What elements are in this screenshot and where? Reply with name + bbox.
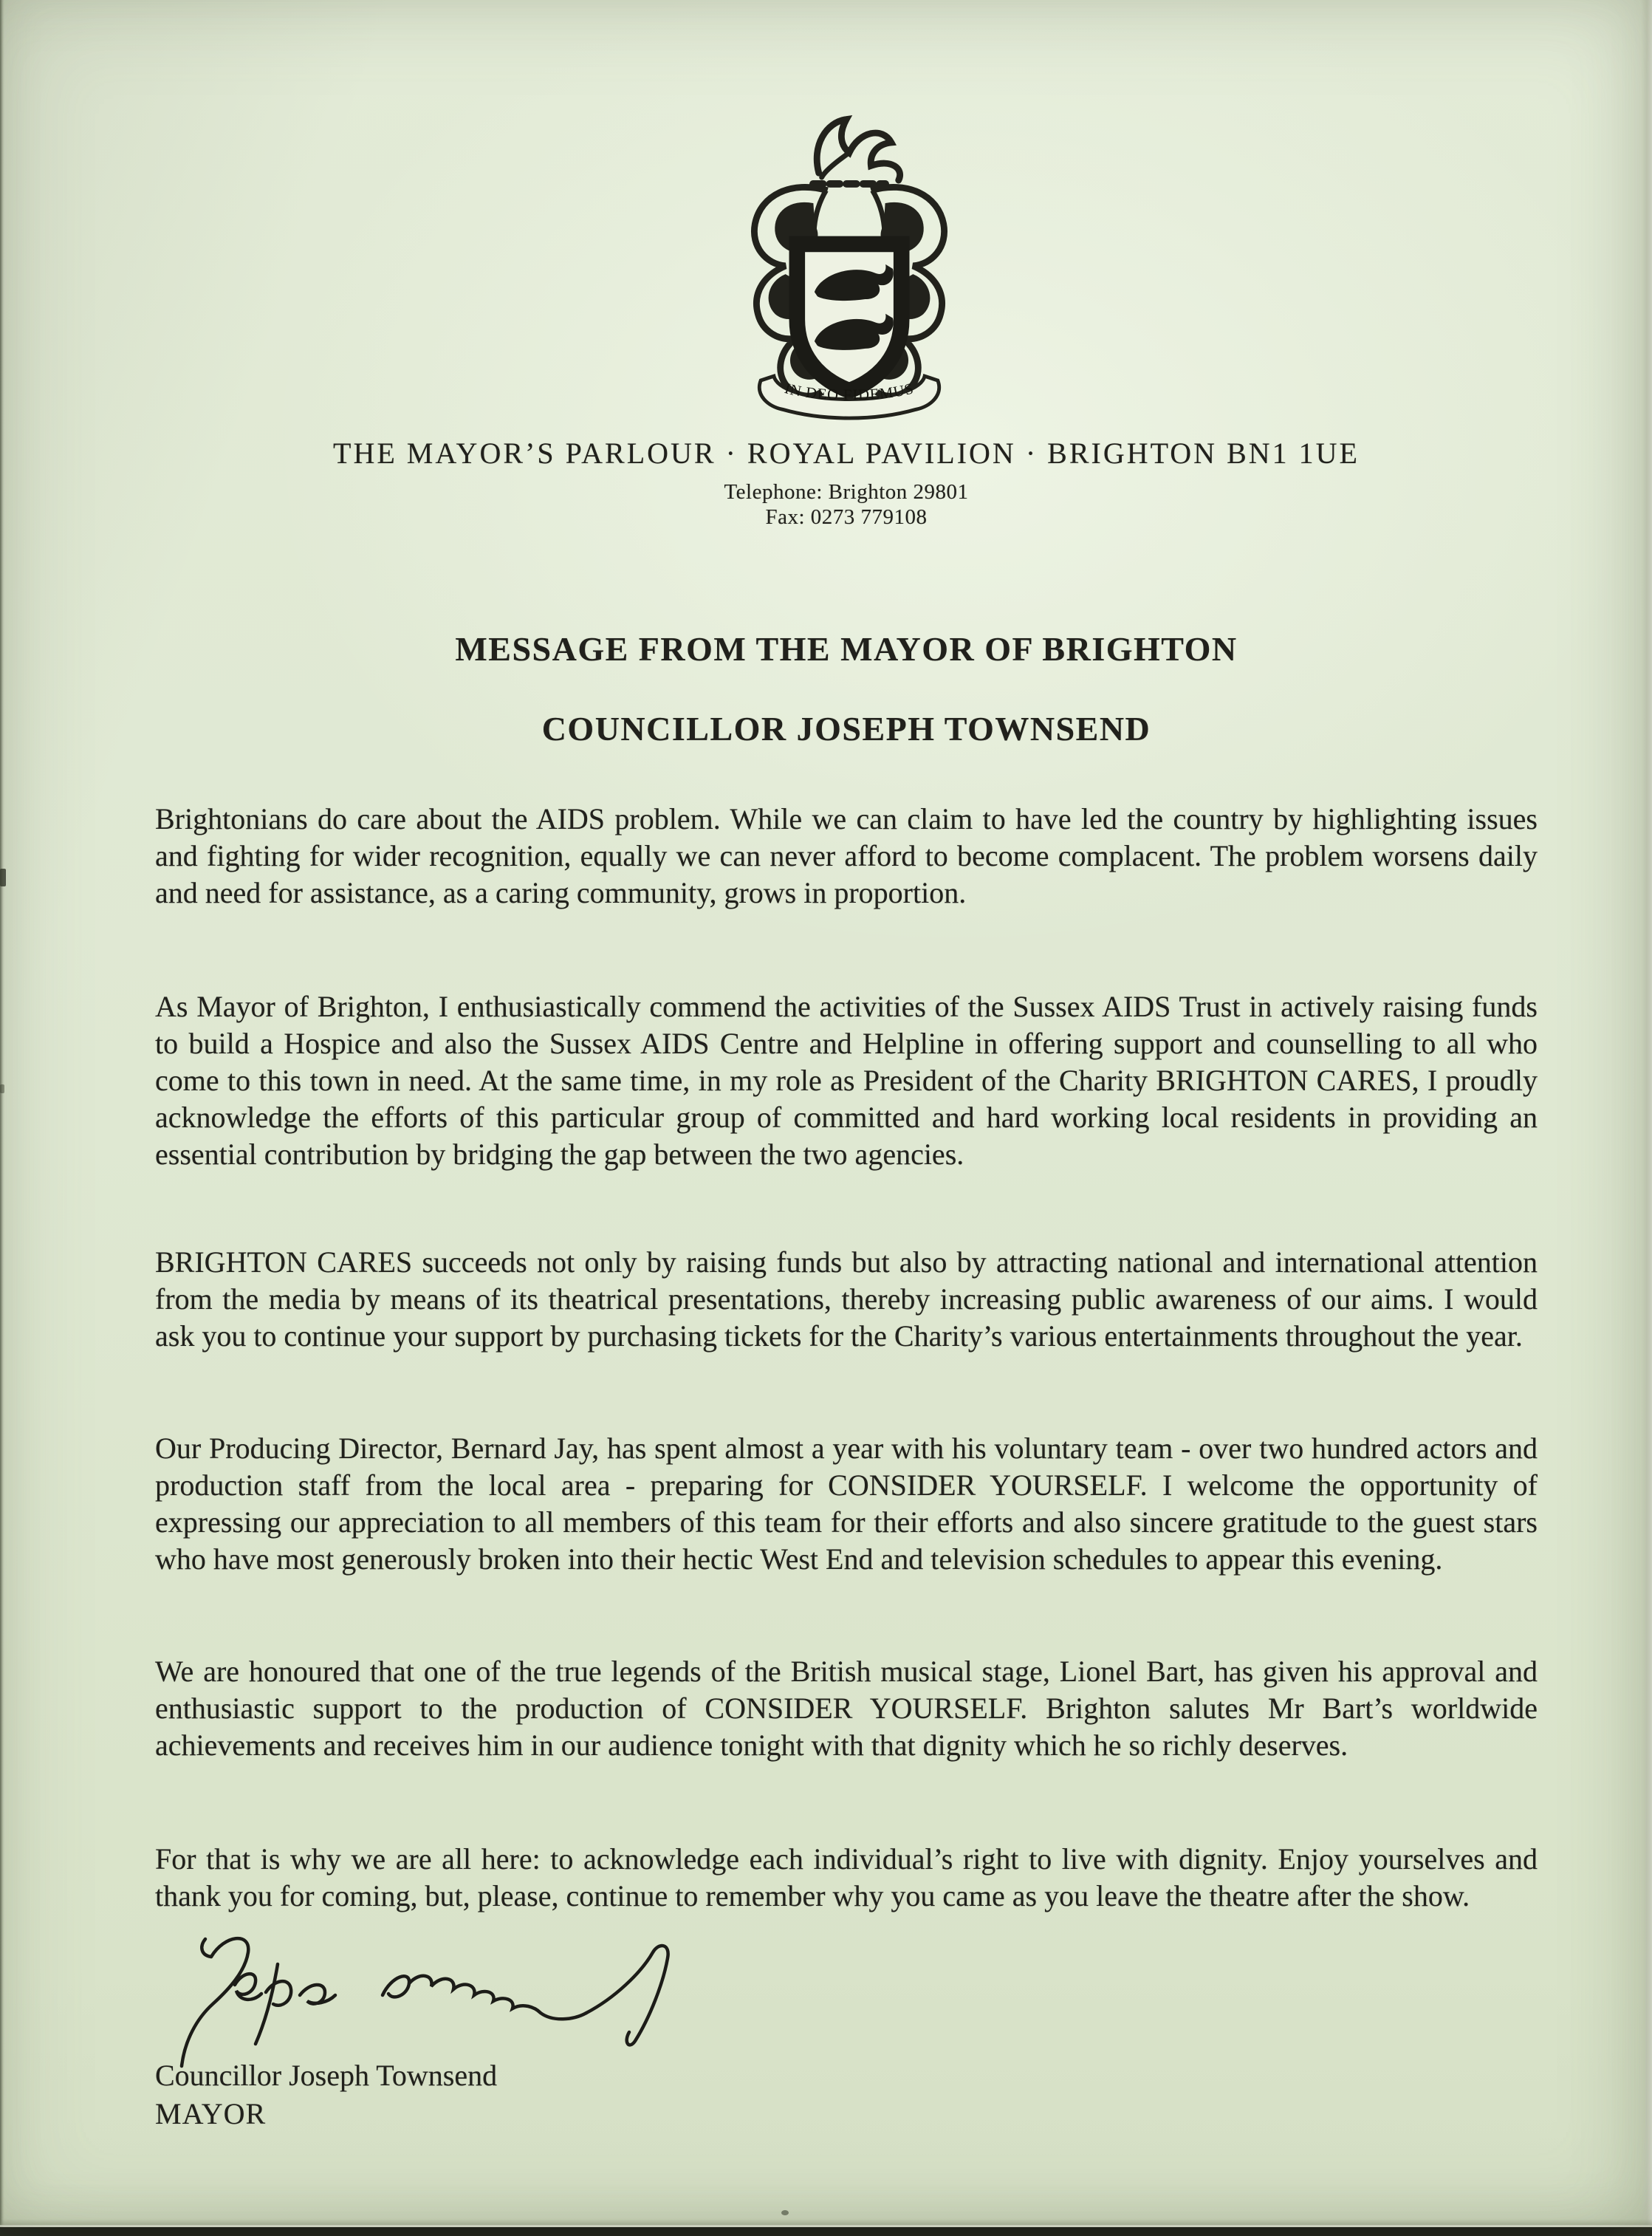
page-subtitle: COUNCILLOR JOSEPH TOWNSEND	[541, 710, 1151, 748]
scan-mark-left	[0, 869, 6, 886]
signature-handwriting	[148, 1924, 724, 2079]
body-paragraph-1: Brightonians do care about the AIDS problem. While we can claim to have led the country by highlighting issues and fighting for wider recognition, equally we can never afford to become complacent. The problem worsens daily and need for assistance, as a caring community, grows in proportion.	[155, 802, 1538, 909]
body-paragraph-2: As Mayor of Brighton, I enthusiastically commend the activities of the Sussex AIDS Trust in actively raising funds to build a Hospice and also the Sussex AIDS Centre and Helpline in offering support and counselling to all who come to this town in need. At the same time, in my role as President of the Charity BRIGHTON CARES, I proudly acknowledge the efforts of this particular group of committed and hard working local residents in providing an essential contribution by bridging the gap between the two agencies.	[155, 990, 1538, 1171]
scan-speck	[781, 2210, 789, 2215]
scan-edge-left	[0, 0, 4, 2236]
body-paragraph-6: For that is why we are all here: to acknowledge each individual’s right to live with dignity. Enjoy yourselves and thank you for coming, but, please, continue to remember why you came as you leave the theatre after the show.	[155, 1842, 1538, 1912]
page-title: MESSAGE FROM THE MAYOR OF BRIGHTON	[455, 630, 1238, 668]
coat-of-arms-icon	[702, 102, 997, 421]
scan-mark-left-2	[0, 1084, 4, 1093]
crest-top-dolphin	[813, 120, 900, 184]
body-paragraph-3: BRIGHTON CARES succeeds not only by raising funds but also by attracting national and international attention from the media by means of its theatrical presentations, thereby increasing public awareness of our aims. I would ask you to continue your support by purchasing tickets for the Charity’s various entertainments throughout the year.	[155, 1245, 1538, 1353]
letterhead-address: THE MAYOR’S PARLOUR · ROYAL PAVILION · BRIGHTON BN1 1UE	[333, 437, 1360, 470]
closing-title: MAYOR	[155, 2097, 267, 2130]
scan-edge-bottom	[0, 2227, 1652, 2236]
body-paragraph-5: We are honoured that one of the true legends of the British musical stage, Lionel Bart, has given his approval and enthusiastic support to the production of CONSIDER YOURSELF. Brighton salutes Mr Bart’s worldwide achievements and receives him in our audience tonight with that dignity which he so richly deserves.	[155, 1655, 1538, 1762]
letterhead-fax: Fax: 0273 779108	[765, 505, 928, 529]
body-paragraph-4: Our Producing Director, Bernard Jay, has spent almost a year with his voluntary team - over two hundred actors and production staff from the local area - preparing for CONSIDER YOURSELF. I welcome the opportunity of expressing our appreciation to all members of this team for their efforts and also sincere gratitude to the guest stars who have most generously broken into their hectic West End and television schedules to appear this evening.	[155, 1432, 1538, 1576]
scan-edge-right	[1641, 0, 1652, 2236]
crest-motto: IN DEO FIDEMUS	[782, 380, 916, 404]
letterhead-telephone: Telephone: Brighton 29801	[724, 480, 969, 504]
closing-name: Councillor Joseph Townsend	[155, 2059, 498, 2092]
